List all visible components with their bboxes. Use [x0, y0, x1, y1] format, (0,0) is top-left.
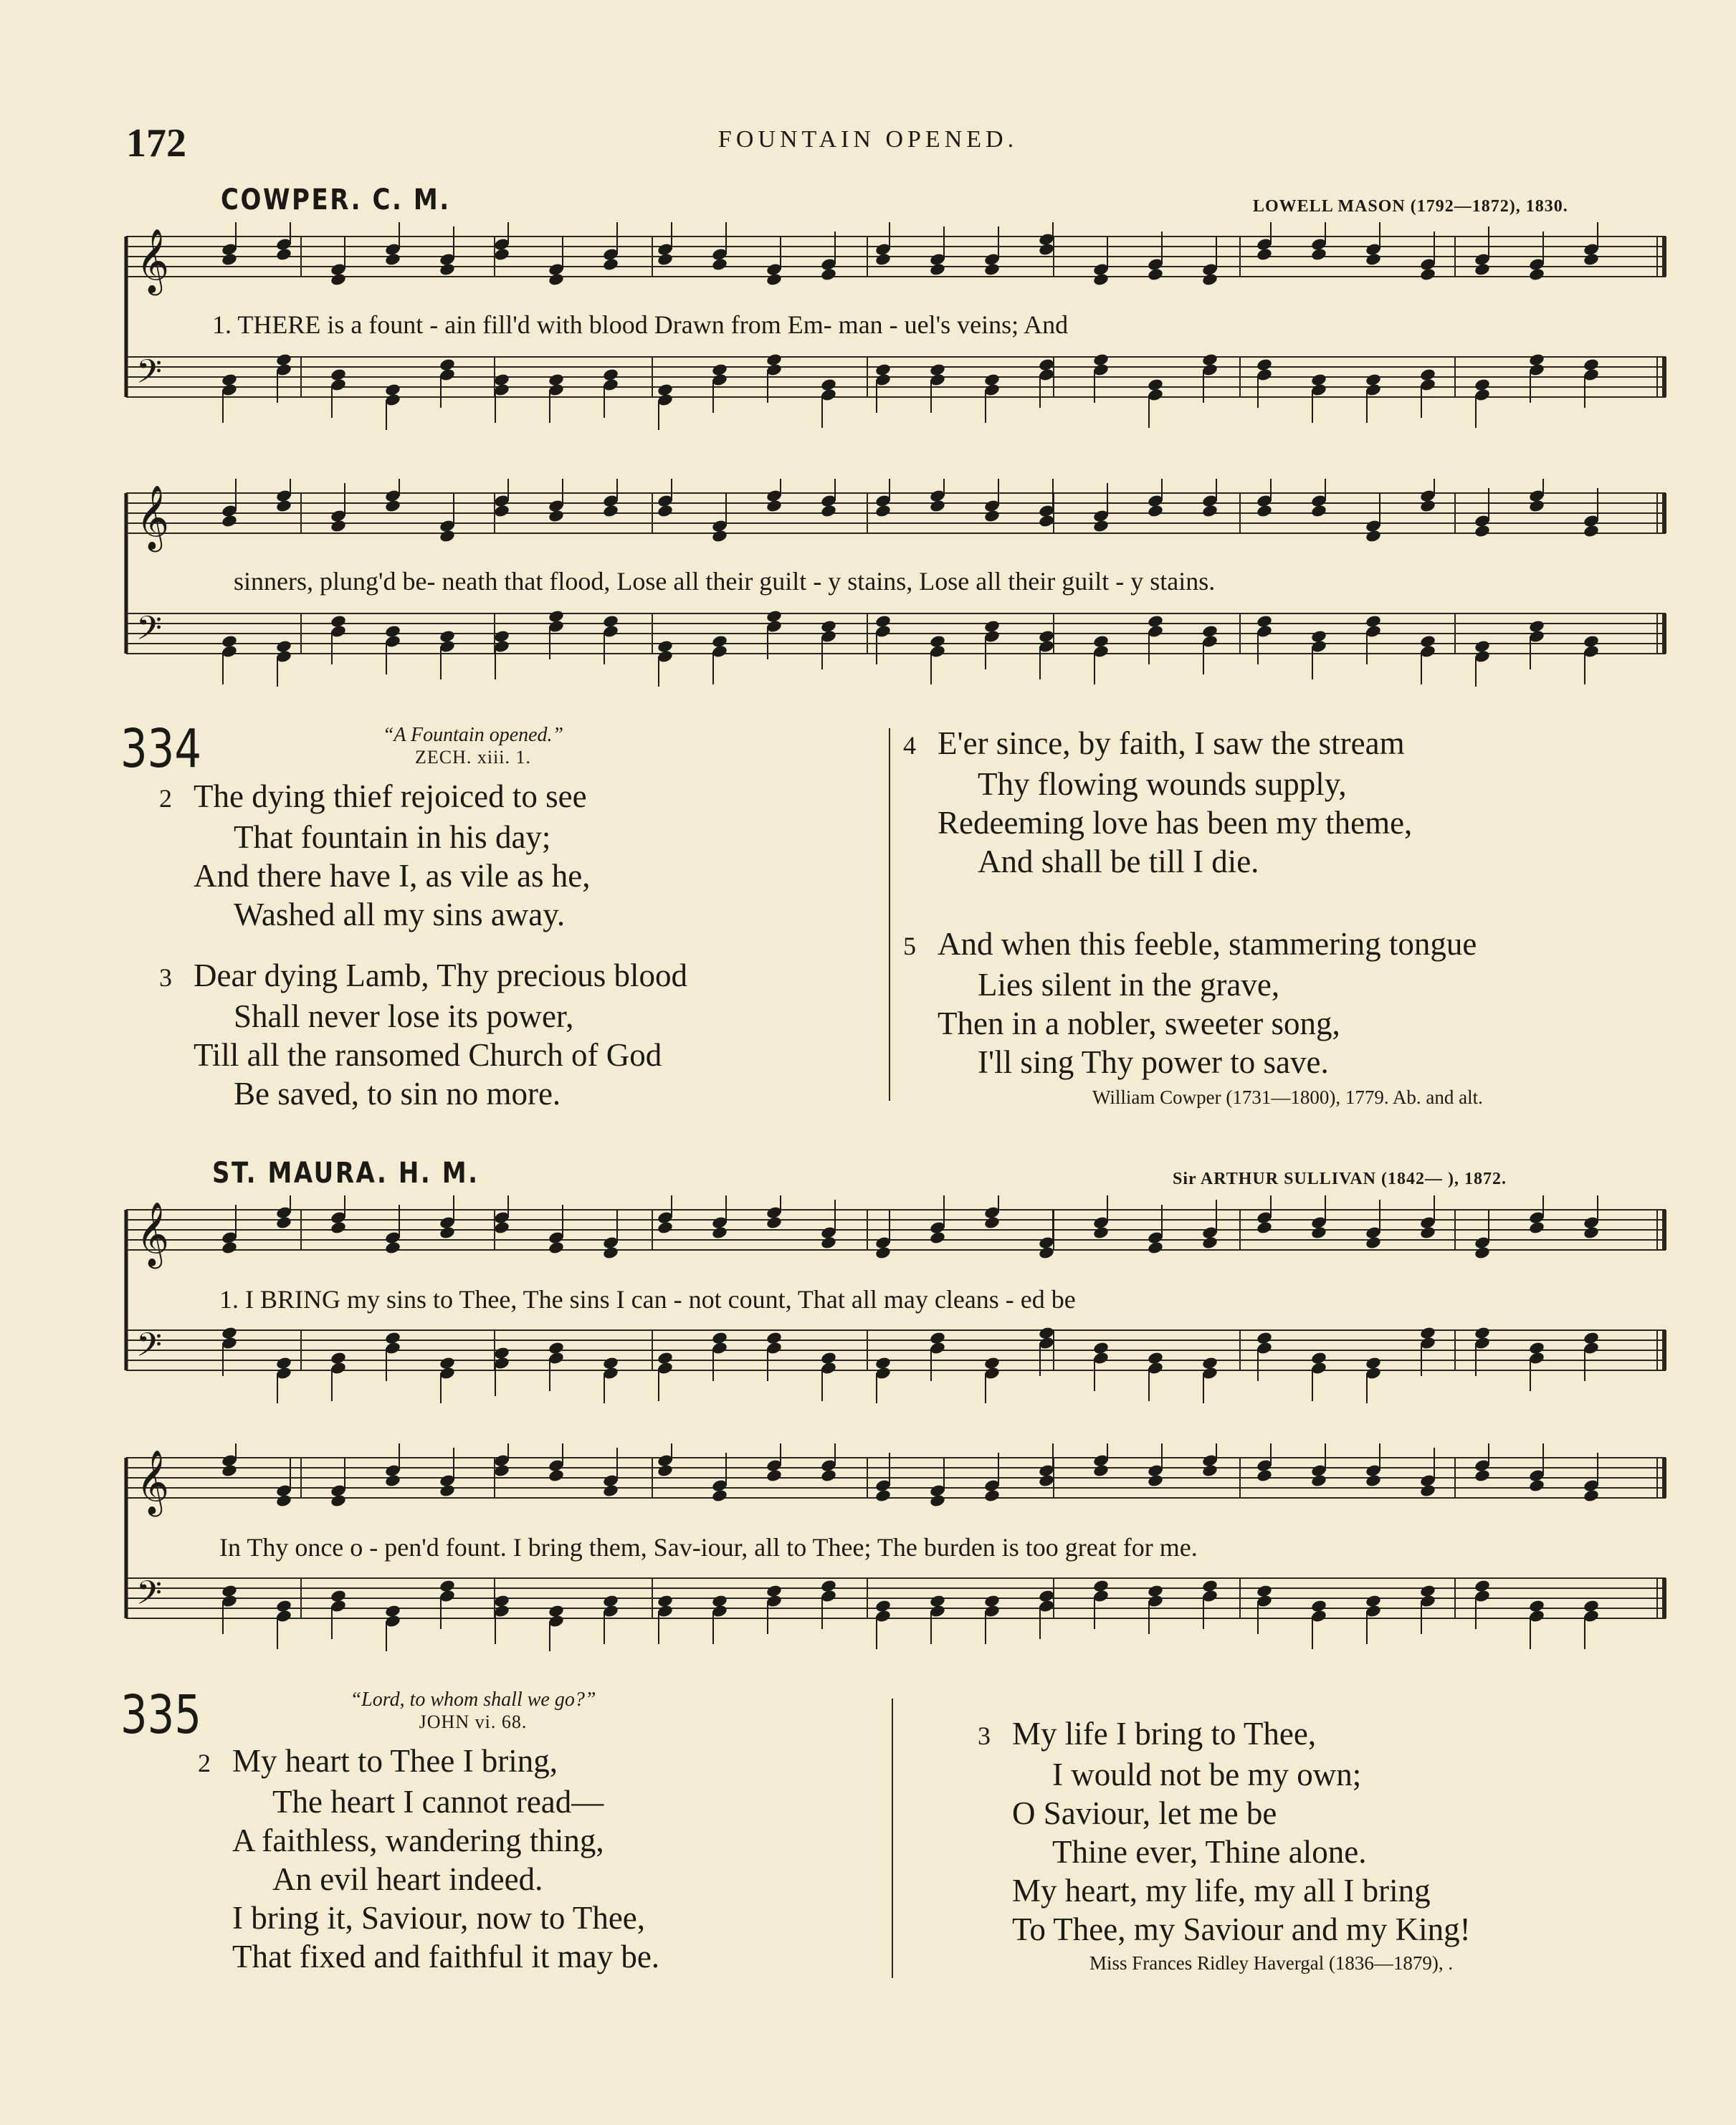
note-head: [1474, 1246, 1491, 1260]
note-head: [1419, 267, 1436, 282]
note-head: [1256, 1469, 1273, 1483]
note-head: [384, 499, 401, 513]
note-head: [1201, 1236, 1218, 1250]
stanza-334-3: [159, 956, 687, 1113]
composer-cowper: LOWELL MASON (1792—1872), 1830.: [1253, 197, 1568, 216]
note-head: [1092, 519, 1110, 533]
bass-clef-icon: 𝄢: [136, 352, 163, 399]
note-head: [929, 1494, 946, 1508]
note-head: [330, 1221, 347, 1235]
stanza-line: And shall be till I die.: [978, 844, 1259, 879]
note-head: [874, 252, 892, 267]
note-head: [820, 1469, 837, 1483]
note-head: [1310, 1474, 1327, 1488]
note-head: [1583, 252, 1600, 267]
page-number: 172: [126, 121, 186, 166]
note-head: [657, 1221, 674, 1235]
note-head: [384, 1241, 401, 1255]
stanza-line: I'll sing Thy power to save.: [978, 1044, 1329, 1080]
running-head: FOUNTAIN OPENED.: [717, 126, 1019, 153]
lyrics-st-maura-1: 1. I BRING my sins to Thee, The sins I can - not count, That all may cleans - ed be: [219, 1285, 1076, 1314]
note-head: [657, 252, 674, 267]
stanza-number: 2: [198, 1749, 211, 1777]
note-head: [439, 529, 456, 543]
column-divider: [889, 728, 890, 1101]
lyrics-cowper-2: sinners, plung'd be- neath that flood, Lose all their guilt - y stains, Lose all their guilt - y stains.: [234, 567, 1216, 596]
note-head: [330, 1494, 347, 1508]
hymn-number-334: 334: [120, 718, 201, 780]
treble-clef-icon: 𝄞: [136, 1450, 170, 1515]
note-head: [1583, 1226, 1600, 1240]
note-head: [874, 1489, 892, 1503]
note-head: [657, 1463, 674, 1478]
stanza-number: 3: [978, 1722, 991, 1750]
note-head: [221, 514, 238, 528]
note-head: [1092, 1226, 1110, 1240]
stanza-line: And when this feeble, stammering tongue: [938, 926, 1477, 962]
note-head: [711, 529, 728, 543]
treble-clef-icon: 𝄞: [136, 485, 170, 550]
stanza-line: The heart I cannot read—: [272, 1784, 604, 1820]
note-head: [1256, 247, 1273, 262]
note-head: [221, 1241, 238, 1255]
stanza-line: O Saviour, let me be: [1012, 1795, 1277, 1831]
note-head: [983, 262, 1001, 277]
stanza-line: Thy flowing wounds supply,: [978, 766, 1347, 802]
note-head: [929, 262, 946, 277]
note-head: [275, 247, 292, 262]
stanza-line: Be saved, to sin no more.: [234, 1076, 561, 1112]
note-head: [929, 1231, 946, 1245]
note-head: [1583, 1489, 1600, 1503]
note-head: [1474, 524, 1491, 538]
note-head: [275, 1494, 292, 1508]
note-head: [330, 519, 347, 533]
note-head: [1038, 1246, 1055, 1260]
note-head: [820, 267, 837, 282]
stanza-line: That fixed and faithful it may be.: [232, 1939, 660, 1974]
note-head: [1310, 247, 1327, 262]
stanza-line: Thine ever, Thine alone.: [1052, 1834, 1367, 1870]
stanza-line: Redeeming love has been my theme,: [938, 805, 1413, 841]
note-head: [602, 504, 619, 518]
stanza-335-3: [978, 1714, 1471, 1949]
stanza-line: The dying thief rejoiced to see: [194, 778, 587, 814]
note-head: [1201, 1463, 1218, 1478]
stanza-line: Then in a nobler, sweeter song,: [938, 1006, 1340, 1041]
note-head: [1419, 1226, 1436, 1240]
note-head: [766, 1469, 783, 1483]
note-head: [1147, 267, 1164, 282]
note-head: [983, 1489, 1001, 1503]
note-head: [766, 499, 783, 513]
note-head: [221, 1463, 238, 1478]
note-head: [1419, 499, 1436, 513]
note-head: [766, 272, 783, 287]
attribution-335: Miss Frances Ridley Havergal (1836—1879), .: [1089, 1952, 1454, 1974]
stanza-line: I would not be my own;: [1052, 1757, 1362, 1792]
lyrics-st-maura-2: In Thy once o - pen'd fount. I bring them, Sav-iour, all to Thee; The burden is too great for me.: [219, 1533, 1198, 1562]
note-head: [1474, 262, 1491, 277]
stanza-number: 3: [159, 963, 172, 992]
note-head: [711, 257, 728, 272]
note-head: [983, 1216, 1001, 1230]
note-head: [275, 1216, 292, 1230]
stanza-number: 2: [159, 784, 172, 813]
note-head: [275, 499, 292, 513]
note-head: [221, 252, 238, 267]
stanza-line: To Thee, my Saviour and my King!: [1012, 1911, 1471, 1947]
note-head: [1038, 1474, 1055, 1488]
stanza-line: Dear dying Lamb, Thy precious blood: [194, 958, 688, 993]
note-head: [439, 262, 456, 277]
note-head: [874, 1246, 892, 1260]
treble-clef-icon: 𝄞: [136, 1202, 170, 1267]
tune-name-st-maura: ST. MAURA. H. M.: [212, 1157, 480, 1190]
reference-335: JOHN vi. 68.: [419, 1711, 528, 1732]
note-head: [874, 504, 892, 518]
note-head: [1092, 272, 1110, 287]
note-head: [1528, 267, 1545, 282]
stanza-number: 4: [903, 731, 916, 760]
epigraph-334: “A Fountain opened.”: [382, 724, 564, 746]
tune-name-cowper: COWPER. C. M.: [221, 183, 451, 216]
note-head: [439, 1226, 456, 1240]
stanza-line: And there have I, as vile as he,: [194, 858, 591, 894]
note-head: [711, 1226, 728, 1240]
stanza-line: Shall never lose its power,: [234, 998, 574, 1034]
note-head: [711, 1489, 728, 1503]
note-head: [548, 272, 565, 287]
note-head: [657, 504, 674, 518]
note-head: [384, 252, 401, 267]
note-head: [330, 272, 347, 287]
stanza-line: My life I bring to Thee,: [1012, 1716, 1317, 1752]
column-divider: [892, 1699, 893, 1978]
note-head: [493, 504, 510, 518]
stanza-line: A faithless, wandering thing,: [232, 1823, 604, 1858]
note-head: [1419, 1484, 1436, 1498]
note-head: [1147, 504, 1164, 518]
note-head: [1201, 504, 1218, 518]
note-head: [820, 1236, 837, 1250]
bass-clef-icon: 𝄢: [136, 1573, 163, 1620]
reference-334: ZECH. xiii. 1.: [414, 747, 532, 768]
note-head: [1583, 524, 1600, 538]
stanza-334-5: [903, 925, 1477, 1081]
note-head: [1092, 1463, 1110, 1478]
note-head: [1528, 499, 1545, 513]
note-head: [1365, 529, 1382, 543]
stanza-number: 5: [903, 932, 916, 960]
note-head: [1365, 252, 1382, 267]
note-head: [929, 499, 946, 513]
note-head: [1201, 272, 1218, 287]
stanza-334-4: [903, 724, 1412, 881]
hymn-number-335: 335: [120, 1684, 201, 1746]
stanza-line: An evil heart indeed.: [272, 1861, 543, 1897]
bass-clef-icon: 𝄢: [136, 1325, 163, 1372]
stanza-335-2: [198, 1742, 659, 1976]
note-head: [548, 1469, 565, 1483]
stanza-line: That fountain in his day;: [234, 819, 551, 855]
note-head: [1038, 514, 1055, 528]
note-head: [1147, 1241, 1164, 1255]
composer-st-maura: Sir ARTHUR SULLIVAN (1842— ), 1872.: [1173, 1170, 1507, 1188]
note-head: [1147, 1474, 1164, 1488]
note-head: [1365, 1236, 1382, 1250]
note-head: [1038, 242, 1055, 257]
note-head: [1310, 504, 1327, 518]
note-head: [1365, 1474, 1382, 1488]
note-head: [384, 1474, 401, 1488]
stanza-line: My heart, my life, my all I bring: [1012, 1873, 1431, 1909]
stanza-line: Till all the ransomed Church of God: [194, 1037, 662, 1073]
note-head: [820, 504, 837, 518]
note-head: [1474, 1469, 1491, 1483]
note-head: [766, 1216, 783, 1230]
note-head: [1528, 1479, 1545, 1493]
note-head: [983, 509, 1001, 523]
note-head: [548, 509, 565, 523]
stanza-line: My heart to Thee I bring,: [232, 1743, 558, 1779]
stanza-line: Lies silent in the grave,: [978, 967, 1280, 1003]
stanza-line: I bring it, Saviour, now to Thee,: [232, 1900, 646, 1936]
stanza-334-2: [159, 777, 591, 934]
note-head: [1256, 1221, 1273, 1235]
note-head: [493, 1221, 510, 1235]
note-head: [1256, 504, 1273, 518]
stanza-line: Washed all my sins away.: [234, 897, 566, 932]
note-head: [602, 1246, 619, 1260]
bass-clef-icon: 𝄢: [136, 608, 163, 656]
note-head: [1310, 1226, 1327, 1240]
note-head: [548, 1241, 565, 1255]
stanza-line: E'er since, by faith, I saw the stream: [938, 725, 1405, 761]
attribution-334: William Cowper (1731—1800), 1779. Ab. and alt.: [1092, 1087, 1483, 1108]
note-head: [602, 257, 619, 272]
note-head: [1528, 1221, 1545, 1235]
note-head: [493, 247, 510, 262]
treble-clef-icon: 𝄞: [136, 229, 170, 294]
lyrics-cowper-1: 1. THERE is a fount - ain fill'd with blood Drawn from Em- man - uel's veins; And: [212, 310, 1069, 339]
note-head: [493, 1463, 510, 1478]
epigraph-335: “Lord, to whom shall we go?”: [350, 1689, 596, 1711]
note-head: [439, 1484, 456, 1498]
note-head: [602, 1484, 619, 1498]
